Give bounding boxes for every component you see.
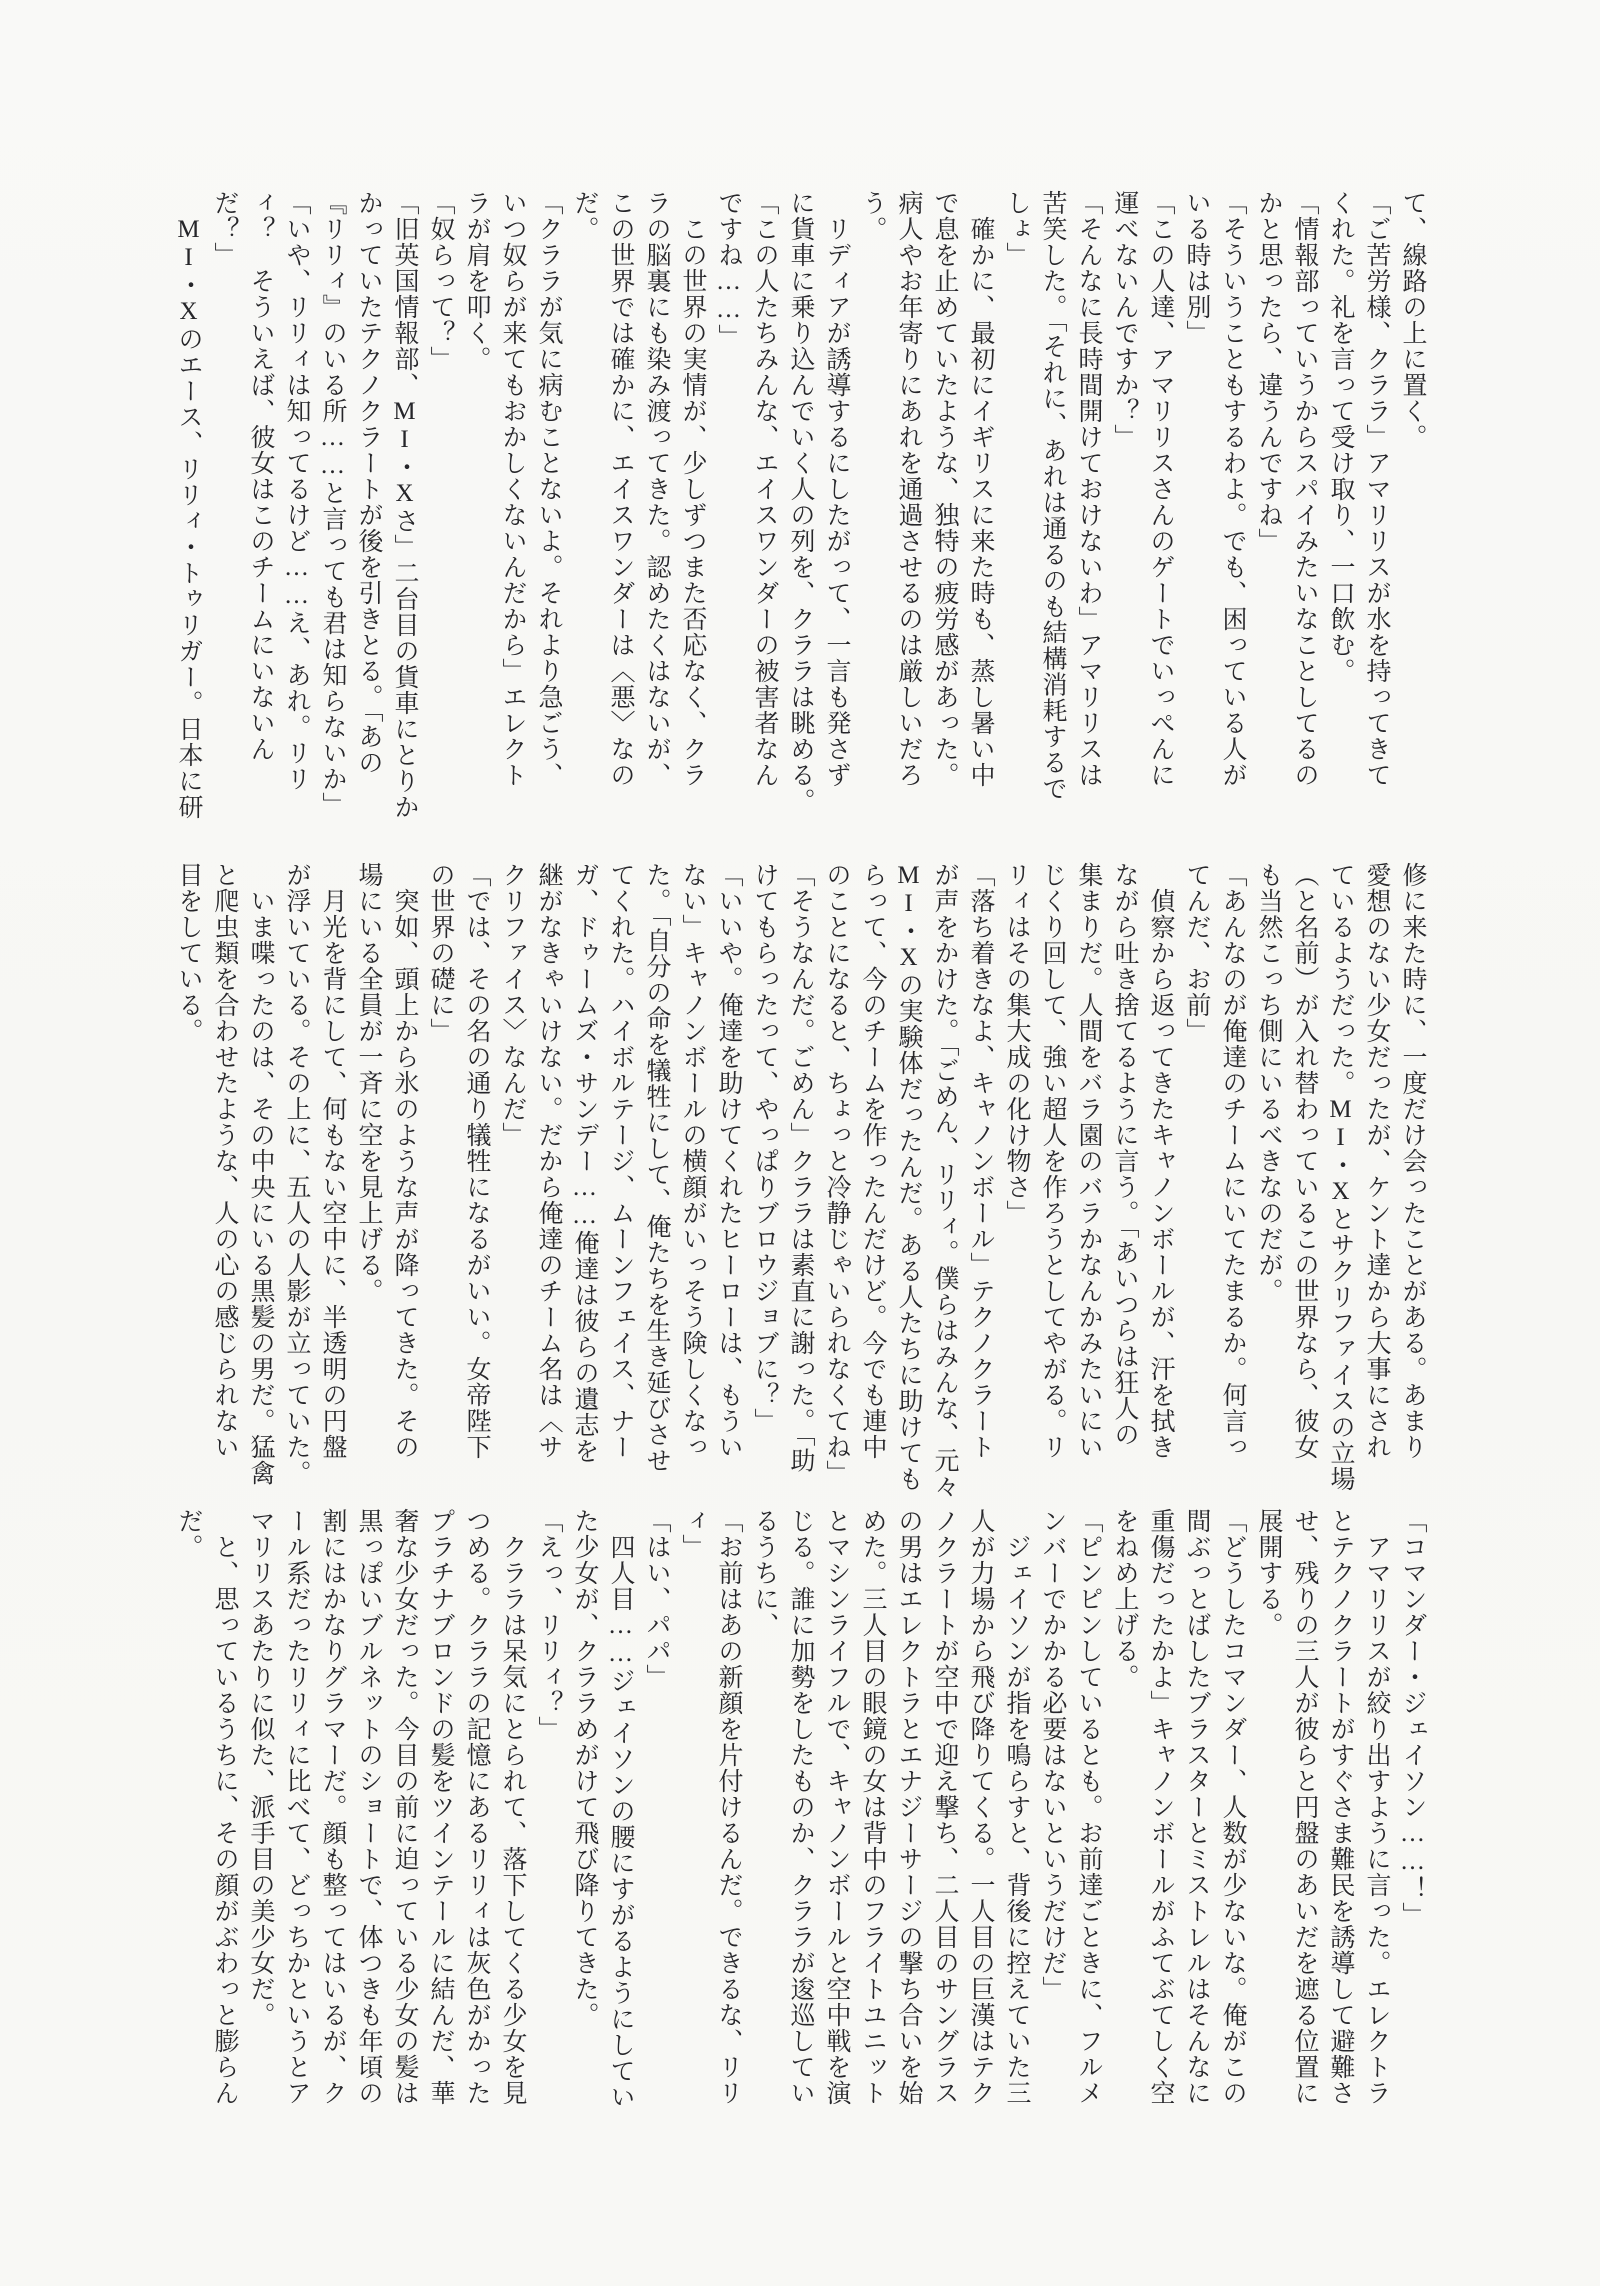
text-column: いま喋ったのは、その中央にいる黒髪の男だ。猛禽 bbox=[247, 862, 274, 1486]
text-column: 「ご苦労様、クララ」アマリリスが水を持ってきて bbox=[1363, 190, 1390, 788]
text-column: 「情報部っていうからスパイみたいなことしてるの bbox=[1291, 190, 1318, 788]
text-column: て、線路の上に置く。 bbox=[1399, 190, 1426, 450]
text-column: 「旧英国情報部、MI・Xさ」二台目の貨車にとりか bbox=[391, 190, 418, 820]
text-column: ンバーでかかる必要はないというだけだ」 bbox=[1039, 1508, 1066, 2002]
text-column: 「では、その名の通り犠牲になるがいい。女帝陛下 bbox=[463, 862, 490, 1460]
text-column: いつ奴らが来てもおかしくないんだから」エレクト bbox=[499, 190, 526, 788]
text-column: ない」キャノンボールの横顔がいっそう険しくなっ bbox=[679, 862, 706, 1460]
text-column: ガ、ドゥームズ・サンデー……俺達は彼らの遺志を bbox=[571, 862, 598, 1464]
text-column: 「落ち着きなよ、キャノンボール」テクノクラート bbox=[967, 862, 994, 1460]
text-column: クララは呆気にとられて、落下してくる少女を見 bbox=[499, 1508, 526, 2106]
text-column: （と名前）が入れ替わっているこの世界なら、彼女 bbox=[1291, 862, 1318, 1460]
text-column: 月光を背にして、何もない空中に、半透明の円盤 bbox=[319, 862, 346, 1460]
text-column: つめる。クララの記憶にあるリリィは灰色がかった bbox=[463, 1508, 490, 2106]
text-column: ラが肩を叩く。 bbox=[463, 190, 490, 372]
text-column: 継がなきゃいけない。だから俺達のチーム名は〈サ bbox=[535, 862, 562, 1460]
text-column: クリファイス〉なんだ」 bbox=[499, 862, 526, 1148]
text-column: 展開する。 bbox=[1255, 1508, 1282, 1638]
text-column: とテクノクラートがすぐさま難民を誘導して避難さ bbox=[1327, 1508, 1354, 2106]
text-column: 「はい、パパ」 bbox=[643, 1508, 670, 1690]
text-column: だ。 bbox=[175, 1508, 202, 1560]
text-column: の世界の礎に」 bbox=[427, 862, 454, 1044]
text-column: リィはその集大成の化け物さ」 bbox=[1003, 862, 1030, 1226]
text-column: ジェイソンが指を鳴らすと、背後に控えていた三 bbox=[1003, 1508, 1030, 2106]
text-column: 間ぶっとばしたブラスターとミストレルはそんなに bbox=[1183, 1508, 1210, 2106]
text-column: 突如、頭上から氷のような声が降ってきた。その bbox=[391, 862, 418, 1460]
text-column: の男はエレクトラとエナジーサージの撃ち合いを始 bbox=[895, 1508, 922, 2106]
text-column: しょ」 bbox=[1003, 190, 1030, 268]
text-column: この世界の実情が、少しずつまた否応なく、クラ bbox=[679, 190, 706, 788]
text-block-bottom bbox=[168, 1508, 1430, 2128]
text-column: 確かに、最初にイギリスに来た時も、蒸し暑い中 bbox=[967, 190, 994, 788]
text-column: 「あんなのが俺達のチームにいてたまるか。何言っ bbox=[1219, 862, 1246, 1460]
text-column: てんだ、お前」 bbox=[1183, 862, 1210, 1044]
text-column: じくり回して、強い超人を作ろうとしてやがる。リ bbox=[1039, 862, 1066, 1460]
text-column: た少女が、クララめがけて飛び降りてきた。 bbox=[571, 1508, 598, 2028]
text-column: プラチナブロンドの髪をツインテールに結んだ、華 bbox=[427, 1508, 454, 2106]
text-column: けてもらったって、やっぱりブロウジョブに？」 bbox=[751, 862, 778, 1434]
text-column: 集まりだ。人間をバラ園のバラかなんかみたいにい bbox=[1075, 862, 1102, 1460]
text-column: らって、今のチームを作ったんだけど。今でも連中 bbox=[859, 862, 886, 1460]
text-column: 『リリィ』のいる所……と言っても君は知らないか」 bbox=[319, 190, 346, 818]
text-column: MI・Xのエース、リリィ・トゥリガー。日本に研 bbox=[175, 190, 202, 820]
text-column: だ。 bbox=[571, 190, 598, 242]
text-column: に貨車に乗り込んでいく人の列を、クララは眺める。 bbox=[787, 190, 814, 814]
text-column: ィ」 bbox=[679, 1508, 706, 1560]
text-column: いる時は別」 bbox=[1183, 190, 1210, 346]
text-column: をねめ上げる。 bbox=[1111, 1508, 1138, 1690]
text-column: かと思ったら、違うんですね」 bbox=[1255, 190, 1282, 554]
text-column: 「そんなに長時間開けておけないわ」アマリリスは bbox=[1075, 190, 1102, 788]
text-column: 割にはかなりグラマーだ。顔も整ってはいるが、ク bbox=[319, 1508, 346, 2106]
text-column: 愛想のない少女だったが、ケント達から大事にされ bbox=[1363, 862, 1390, 1460]
text-column: アマリリスが絞り出すように言った。エレクトラ bbox=[1363, 1508, 1390, 2106]
text-column: 奢な少女だった。今目の前に迫っている少女の髪は bbox=[391, 1508, 418, 2106]
text-column: 苦笑した。「それに、あれは通るのも結構消耗するで bbox=[1039, 190, 1066, 802]
text-column: ですね……」 bbox=[715, 190, 742, 350]
text-column: リディアが誘導するにしたがって、一言も発さず bbox=[823, 190, 850, 788]
text-column: た。「自分の命を犠牲にして、俺たちを生き延びさせ bbox=[643, 862, 670, 1474]
text-column: ながら吐き捨てるように言う。「あいつらは狂人の bbox=[1111, 862, 1138, 1448]
text-column: 「奴らって？」 bbox=[427, 190, 454, 372]
text-column: ているようだった。MI・Xとサクリファイスの立場 bbox=[1327, 862, 1354, 1492]
text-column: 人が力場から飛び降りてくる。一人目の巨漢はテク bbox=[967, 1508, 994, 2106]
text-column: てくれた。ハイボルテージ、ムーンフェイス、ナー bbox=[607, 862, 634, 1460]
text-column: マリリスあたりに似た、派手目の美少女だ。 bbox=[247, 1508, 274, 2028]
text-column: ール系だったリリィに比べて、どっちかというとア bbox=[283, 1508, 310, 2106]
text-column: で息を止めていたような、独特の疲労感があった。 bbox=[931, 190, 958, 788]
text-column: るうちに、 bbox=[751, 1508, 778, 1638]
text-column: も当然こっち側にいるべきなのだが。 bbox=[1255, 862, 1282, 1304]
text-column: 重傷だったかよ」キャノンボールがふてぶてしく空 bbox=[1147, 1508, 1174, 2106]
text-column: ィ？ そういえば、彼女はこのチームにいないん bbox=[247, 190, 274, 762]
text-column: 「コマンダー・ジェイソン……！」 bbox=[1399, 1508, 1426, 1928]
text-column: 病人やお年寄りにあれを通過させるのは厳しいだろ bbox=[895, 190, 922, 788]
text-column: 「そういうこともするわよ。でも、困っている人が bbox=[1219, 190, 1246, 788]
text-column: 「どうしたコマンダー、人数が少ないな。俺がこの bbox=[1219, 1508, 1246, 2106]
text-column: 運べないんですか？」 bbox=[1111, 190, 1138, 450]
text-column: と爬虫類を合わせたような、人の心の感じられない bbox=[211, 862, 238, 1460]
text-column: 「そうなんだ。ごめん」クララは素直に謝った。「助 bbox=[787, 862, 814, 1474]
text-column: 修に来た時に、一度だけ会ったことがある。あまり bbox=[1399, 862, 1426, 1460]
text-column: この世界では確かに、エイスワンダーは〈悪〉なの bbox=[607, 190, 634, 788]
text-column: 「ピンピンしているとも。お前達ごときに、フルメ bbox=[1075, 1508, 1102, 2106]
text-column: MI・Xの実験体だったんだ。ある人たちに助けても bbox=[895, 862, 922, 1492]
text-column: のことになると、ちょっと冷静じゃいられなくてね」 bbox=[823, 862, 850, 1486]
text-column: だ？」 bbox=[211, 190, 238, 268]
text-column: 場にいる全員が一斉に空を見上げる。 bbox=[355, 862, 382, 1304]
text-column: 偵察から返ってきたキャノンボールが、汗を拭き bbox=[1147, 862, 1174, 1460]
text-block-top bbox=[168, 190, 1430, 820]
text-column: が声をかけた。「ごめん、リリィ。僕らはみんな、元々 bbox=[931, 862, 958, 1500]
text-column: せ、残りの三人が彼らと円盤のあいだを遮る位置に bbox=[1291, 1508, 1318, 2106]
text-column: 「クララが気に病むことないよ。それより急ごう、 bbox=[535, 190, 562, 788]
text-column: う。 bbox=[859, 190, 886, 242]
text-column: 黒っぽいブルネットのショートで、体つきも年頃の bbox=[355, 1508, 382, 2106]
text-column: 四人目……ジェイソンの腰にすがるようにしてい bbox=[607, 1508, 634, 2110]
text-column: 「いや、リリィは知ってるけど……え、あれ。リリ bbox=[283, 190, 310, 792]
text-block-middle bbox=[168, 862, 1430, 1500]
text-column: と、思っているうちに、その顔がぶわっと膨らん bbox=[211, 1508, 238, 2106]
text-column: じる。誰に加勢をしたものか、クララが逡巡してい bbox=[787, 1508, 814, 2106]
text-column: 目をしている。 bbox=[175, 862, 202, 1044]
text-column: 「えっ、リリィ？」 bbox=[535, 1508, 562, 1742]
text-column: くれた。礼を言って受け取り、一口飲む。 bbox=[1327, 190, 1354, 684]
text-column: 「この人たちみんな、エイスワンダーの被害者なん bbox=[751, 190, 778, 788]
text-column: めた。三人目の眼鏡の女は背中のフライトユニット bbox=[859, 1508, 886, 2106]
text-column: 「この人達、アマリリスさんのゲートでいっぺんに bbox=[1147, 190, 1174, 788]
text-column: 「お前はあの新顔を片付けるんだ。できるな、リリ bbox=[715, 1508, 742, 2106]
text-column: ラの脳裏にも染み渡ってきた。認めたくはないが、 bbox=[643, 190, 670, 788]
text-column: が浮いている。その上に、五人の人影が立っていた。 bbox=[283, 862, 310, 1486]
text-column: ノクラートが空中で迎え撃ち、二人目のサングラス bbox=[931, 1508, 958, 2106]
text-column: かっていたテクノクラートが後を引きとる。「あの bbox=[355, 190, 382, 776]
text-column: 「いいや。俺達を助けてくれたヒーローは、もうい bbox=[715, 862, 742, 1460]
text-column: とマシンライフルで、キャノンボールと空中戦を演 bbox=[823, 1508, 850, 2106]
